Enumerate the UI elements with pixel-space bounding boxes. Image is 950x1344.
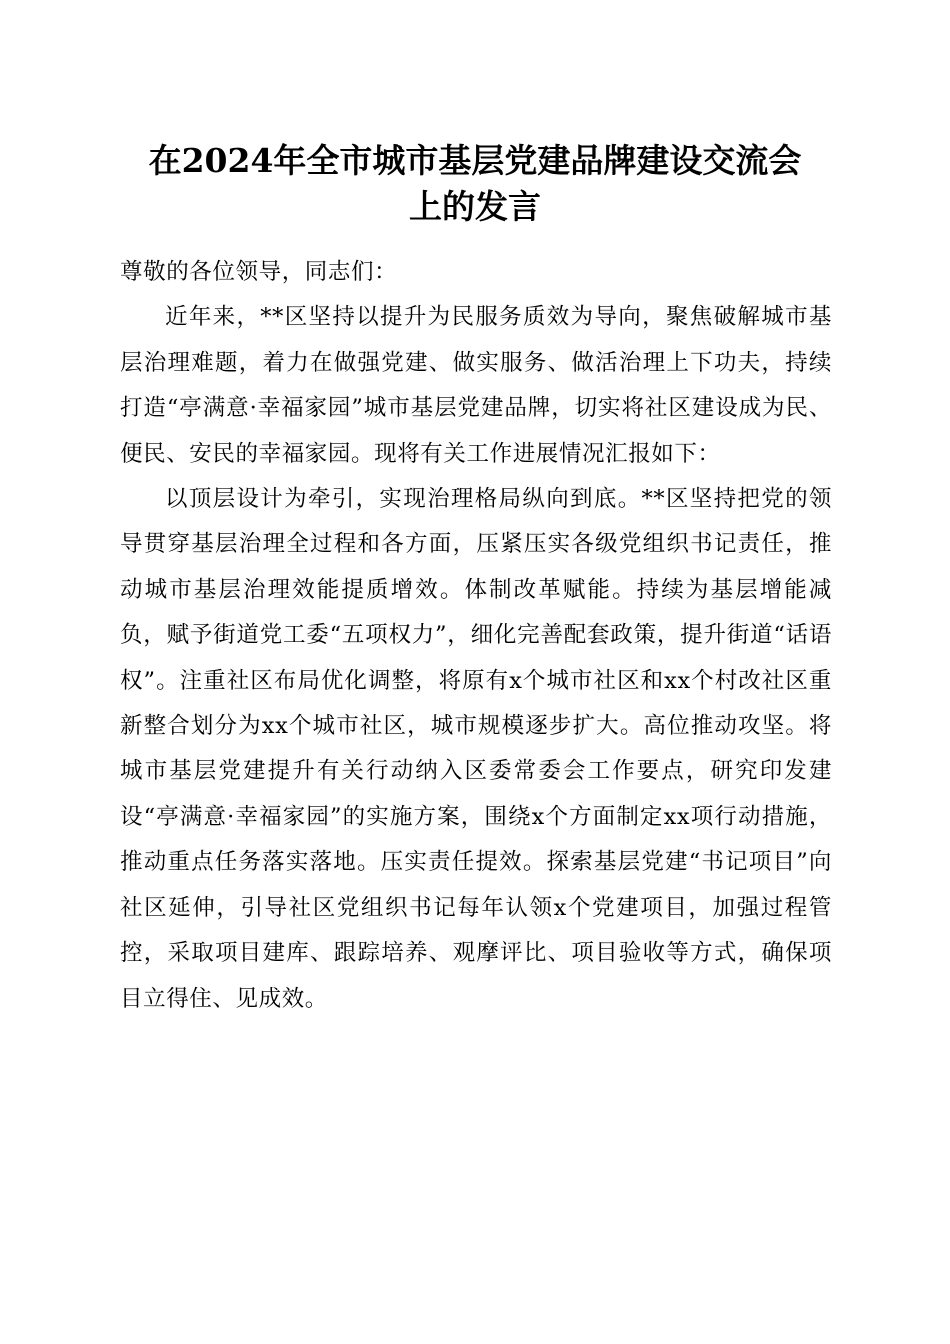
paragraph-top-level-design: 以顶层设计为牵引，实现治理格局纵向到底。**区坚持把党的领导贯穿基层治理全过程和各方面，压紧压实各级党组织书记责任，推动城市基层治理效能提质增效。体制改革赋能。持续为基层增能减负，赋予街道党工委“五项权力”，细化完善配套政策，提升街道“话语权”。注重社区布局优化调整，将原有x个城市社区和xx个村改社区重新整合划分为xx个城市社区，城市规模逐步扩大。高位推动攻坚。将城市基层党建提升有关行动纳入区委常委会工作要点，研究印发建设“亭满意·幸福家园”的实施方案，围绕x个方面制定xx项行动措施，推动重点任务落实落地。压实责任提效。探索基层党建“书记项目”向社区延伸，引导社区党组织书记每年认领x个党建项目，加强过程管控，采取项目建库、跟踪培养、观摩评比、项目验收等方式，确保项目立得住、见成效。 (120, 486, 832, 1012)
document-body (120, 250, 832, 1022)
document-title (100, 138, 850, 230)
title-line-2: 上的发言 (409, 187, 541, 226)
paragraph-intro: 近年来，**区坚持以提升为民服务质效为导向，聚焦破解城市基层治理难题，着力在做强党建、做实服务、做活治理上下功夫，持续打造“亭满意·幸福家园”城市基层党建品牌，切实将社区建设成为民、便民、安民的幸福家园。现将有关工作进展情况汇报如下： (120, 304, 832, 467)
salutation: 尊敬的各位领导，同志们： (120, 259, 398, 285)
title-line-1: 在2024年全市城市基层党建品牌建设交流会 (148, 141, 802, 180)
